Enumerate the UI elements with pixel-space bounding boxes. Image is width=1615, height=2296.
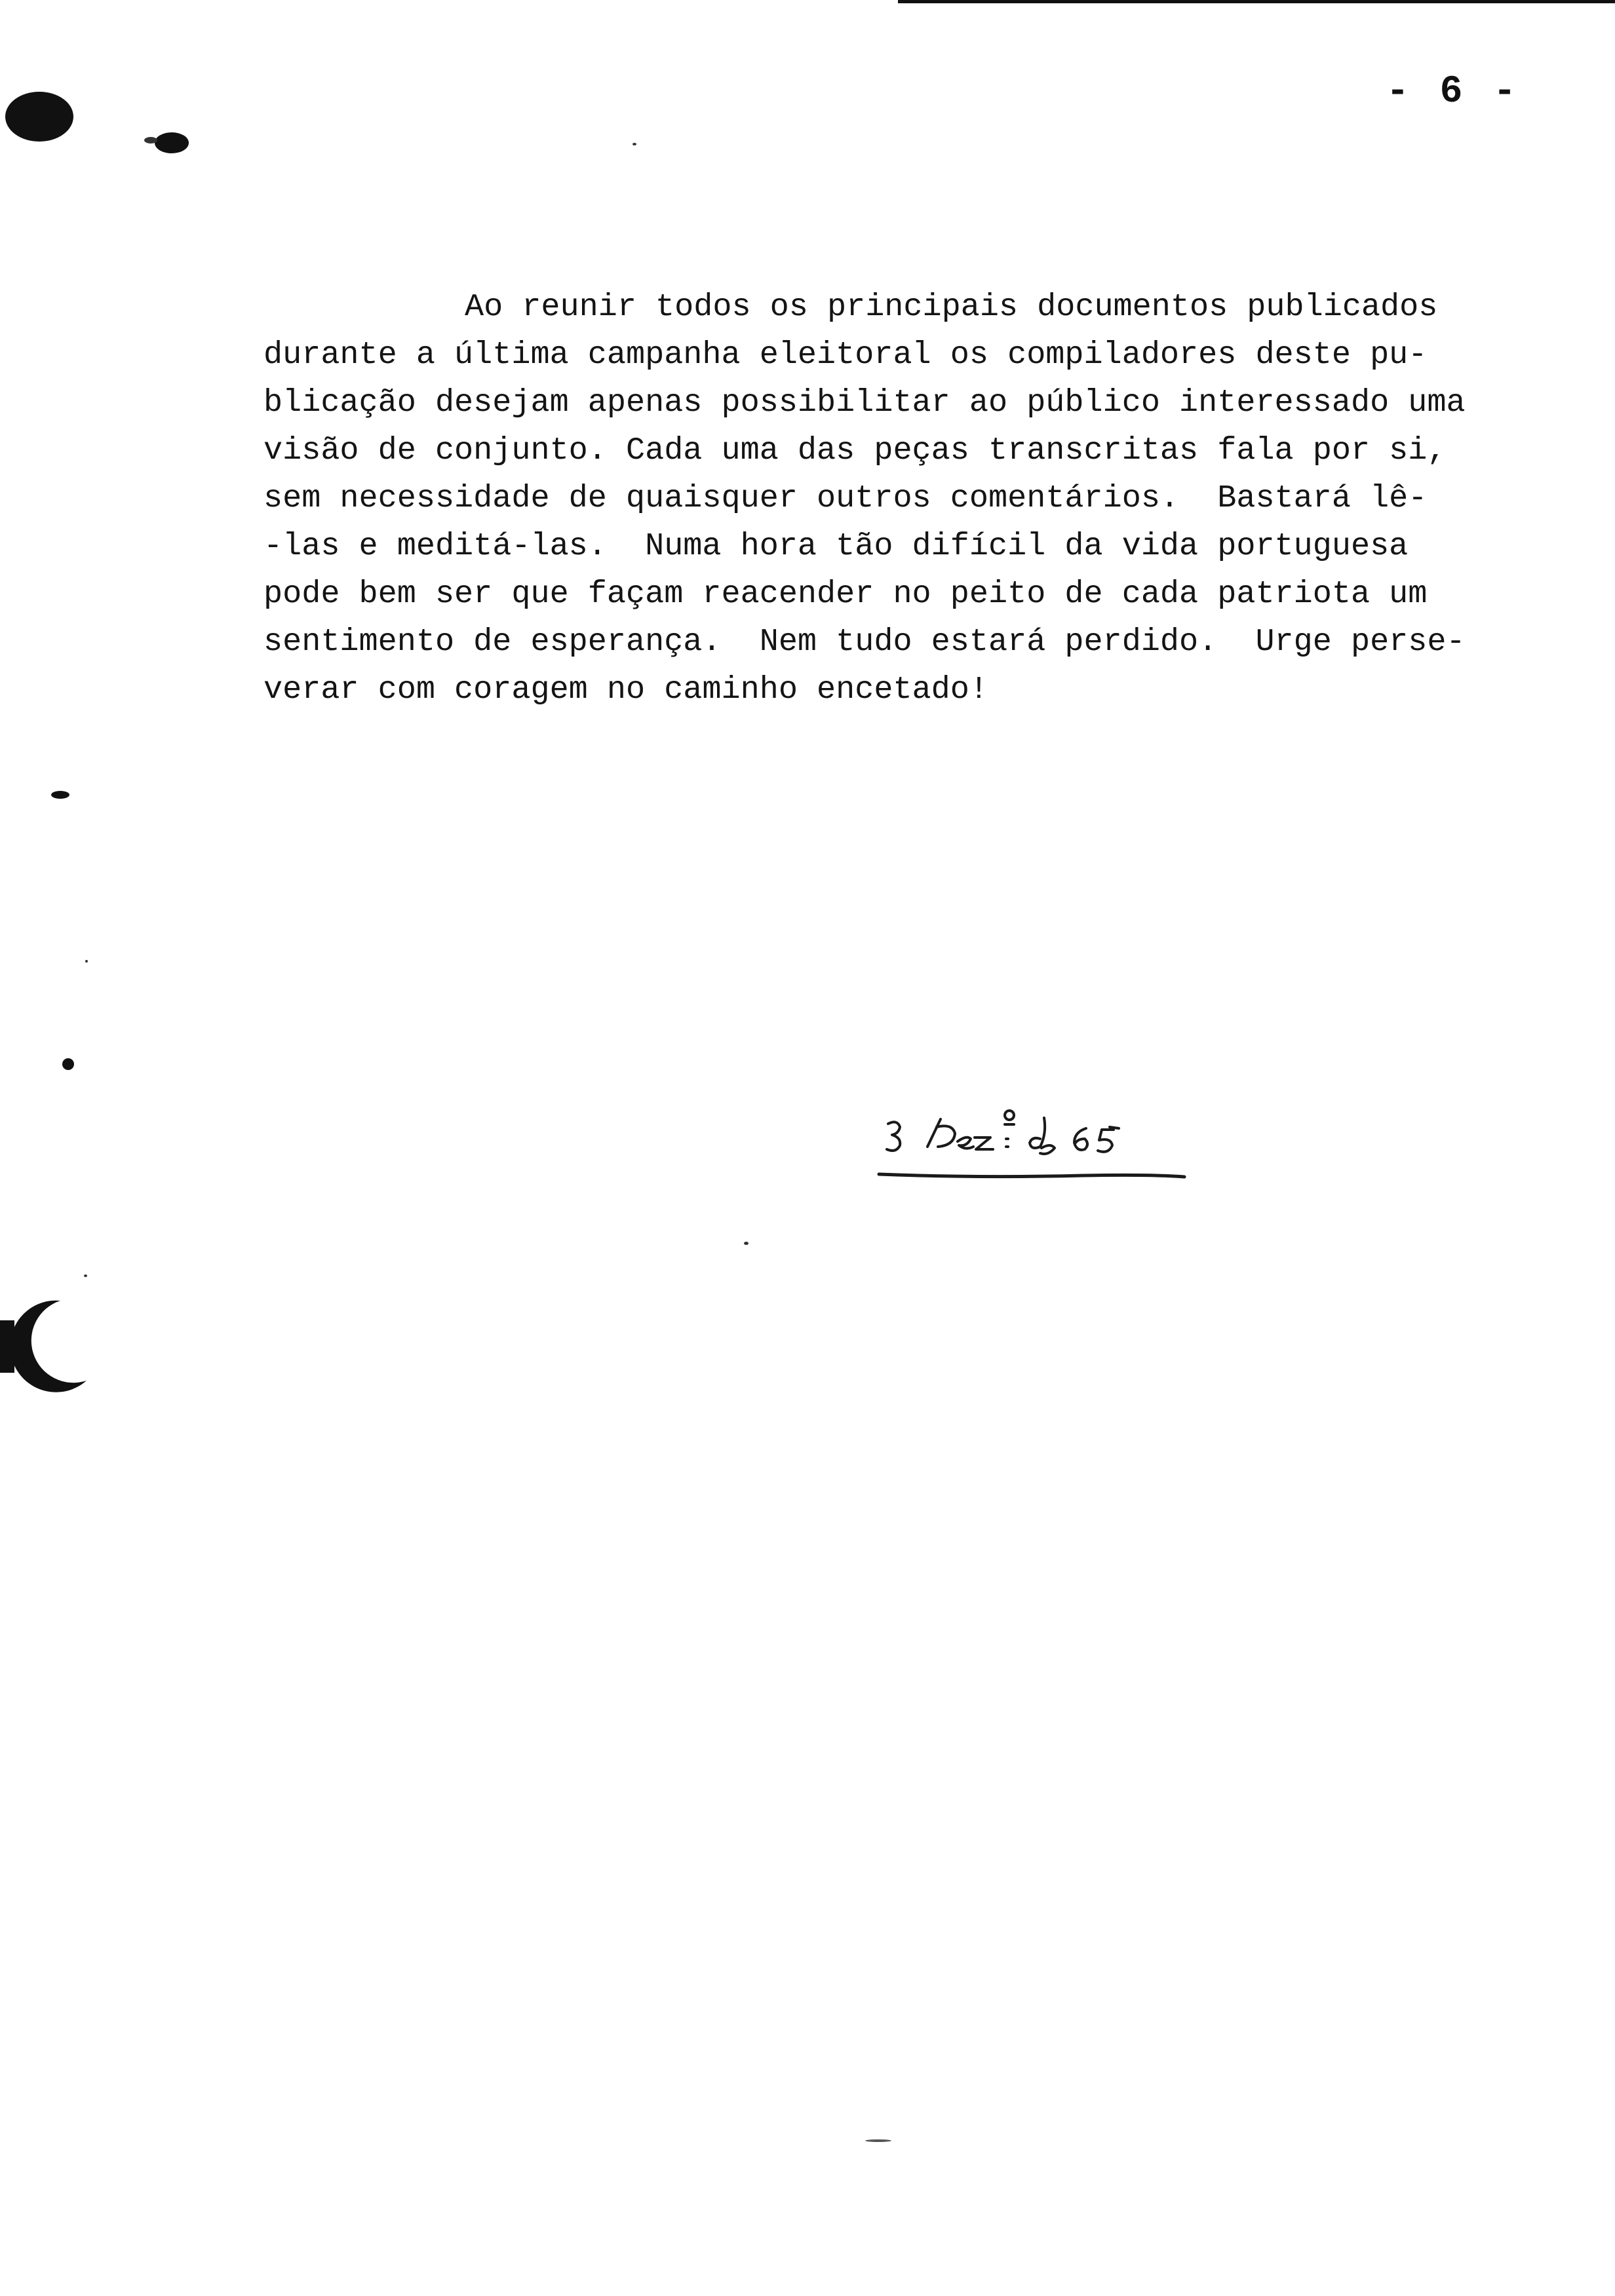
punch-hole-lower xyxy=(0,1294,98,1406)
top-edge-rule xyxy=(898,0,1615,3)
paragraph-line: pode bem ser que façam reacender no peito de cada patriota um xyxy=(263,576,1428,612)
page-number: - 6 - xyxy=(1386,71,1521,113)
paragraph-line: -las e meditá-las. Numa hora tão difícil da vida portuguesa xyxy=(263,528,1409,564)
ink-speck xyxy=(62,1058,74,1070)
ink-speck xyxy=(632,143,636,145)
handwritten-date xyxy=(875,1101,1216,1186)
paragraph-line: Ao reunir todos os principais documentos publicados xyxy=(465,289,1438,325)
paragraph-line: blicação desejam apenas possibilitar ao público interessado uma xyxy=(263,385,1466,421)
handwritten-date-drawing xyxy=(875,1101,1216,1186)
paragraph-line: verar com coragem no caminho encetado! xyxy=(263,672,988,708)
ink-speck xyxy=(744,1242,749,1245)
paragraph xyxy=(263,283,1548,714)
paragraph-line: durante a última campanha eleitoral os compiladores deste pu- xyxy=(263,337,1428,373)
punch-hole-middle xyxy=(20,711,105,803)
paragraph-line: visão de conjunto. Cada uma das peças transcritas fala por si, xyxy=(263,432,1447,469)
ink-speck xyxy=(84,1274,87,1277)
ink-speck xyxy=(865,2139,891,2142)
paragraph-line: sentimento de esperança. Nem tudo estará perdido. Urge perse- xyxy=(263,624,1466,660)
ink-speck xyxy=(85,960,88,963)
paragraph-line: sem necessidade de quaisquer outros comentários. Bastará lê- xyxy=(263,480,1428,516)
punch-hole-top xyxy=(0,85,203,164)
